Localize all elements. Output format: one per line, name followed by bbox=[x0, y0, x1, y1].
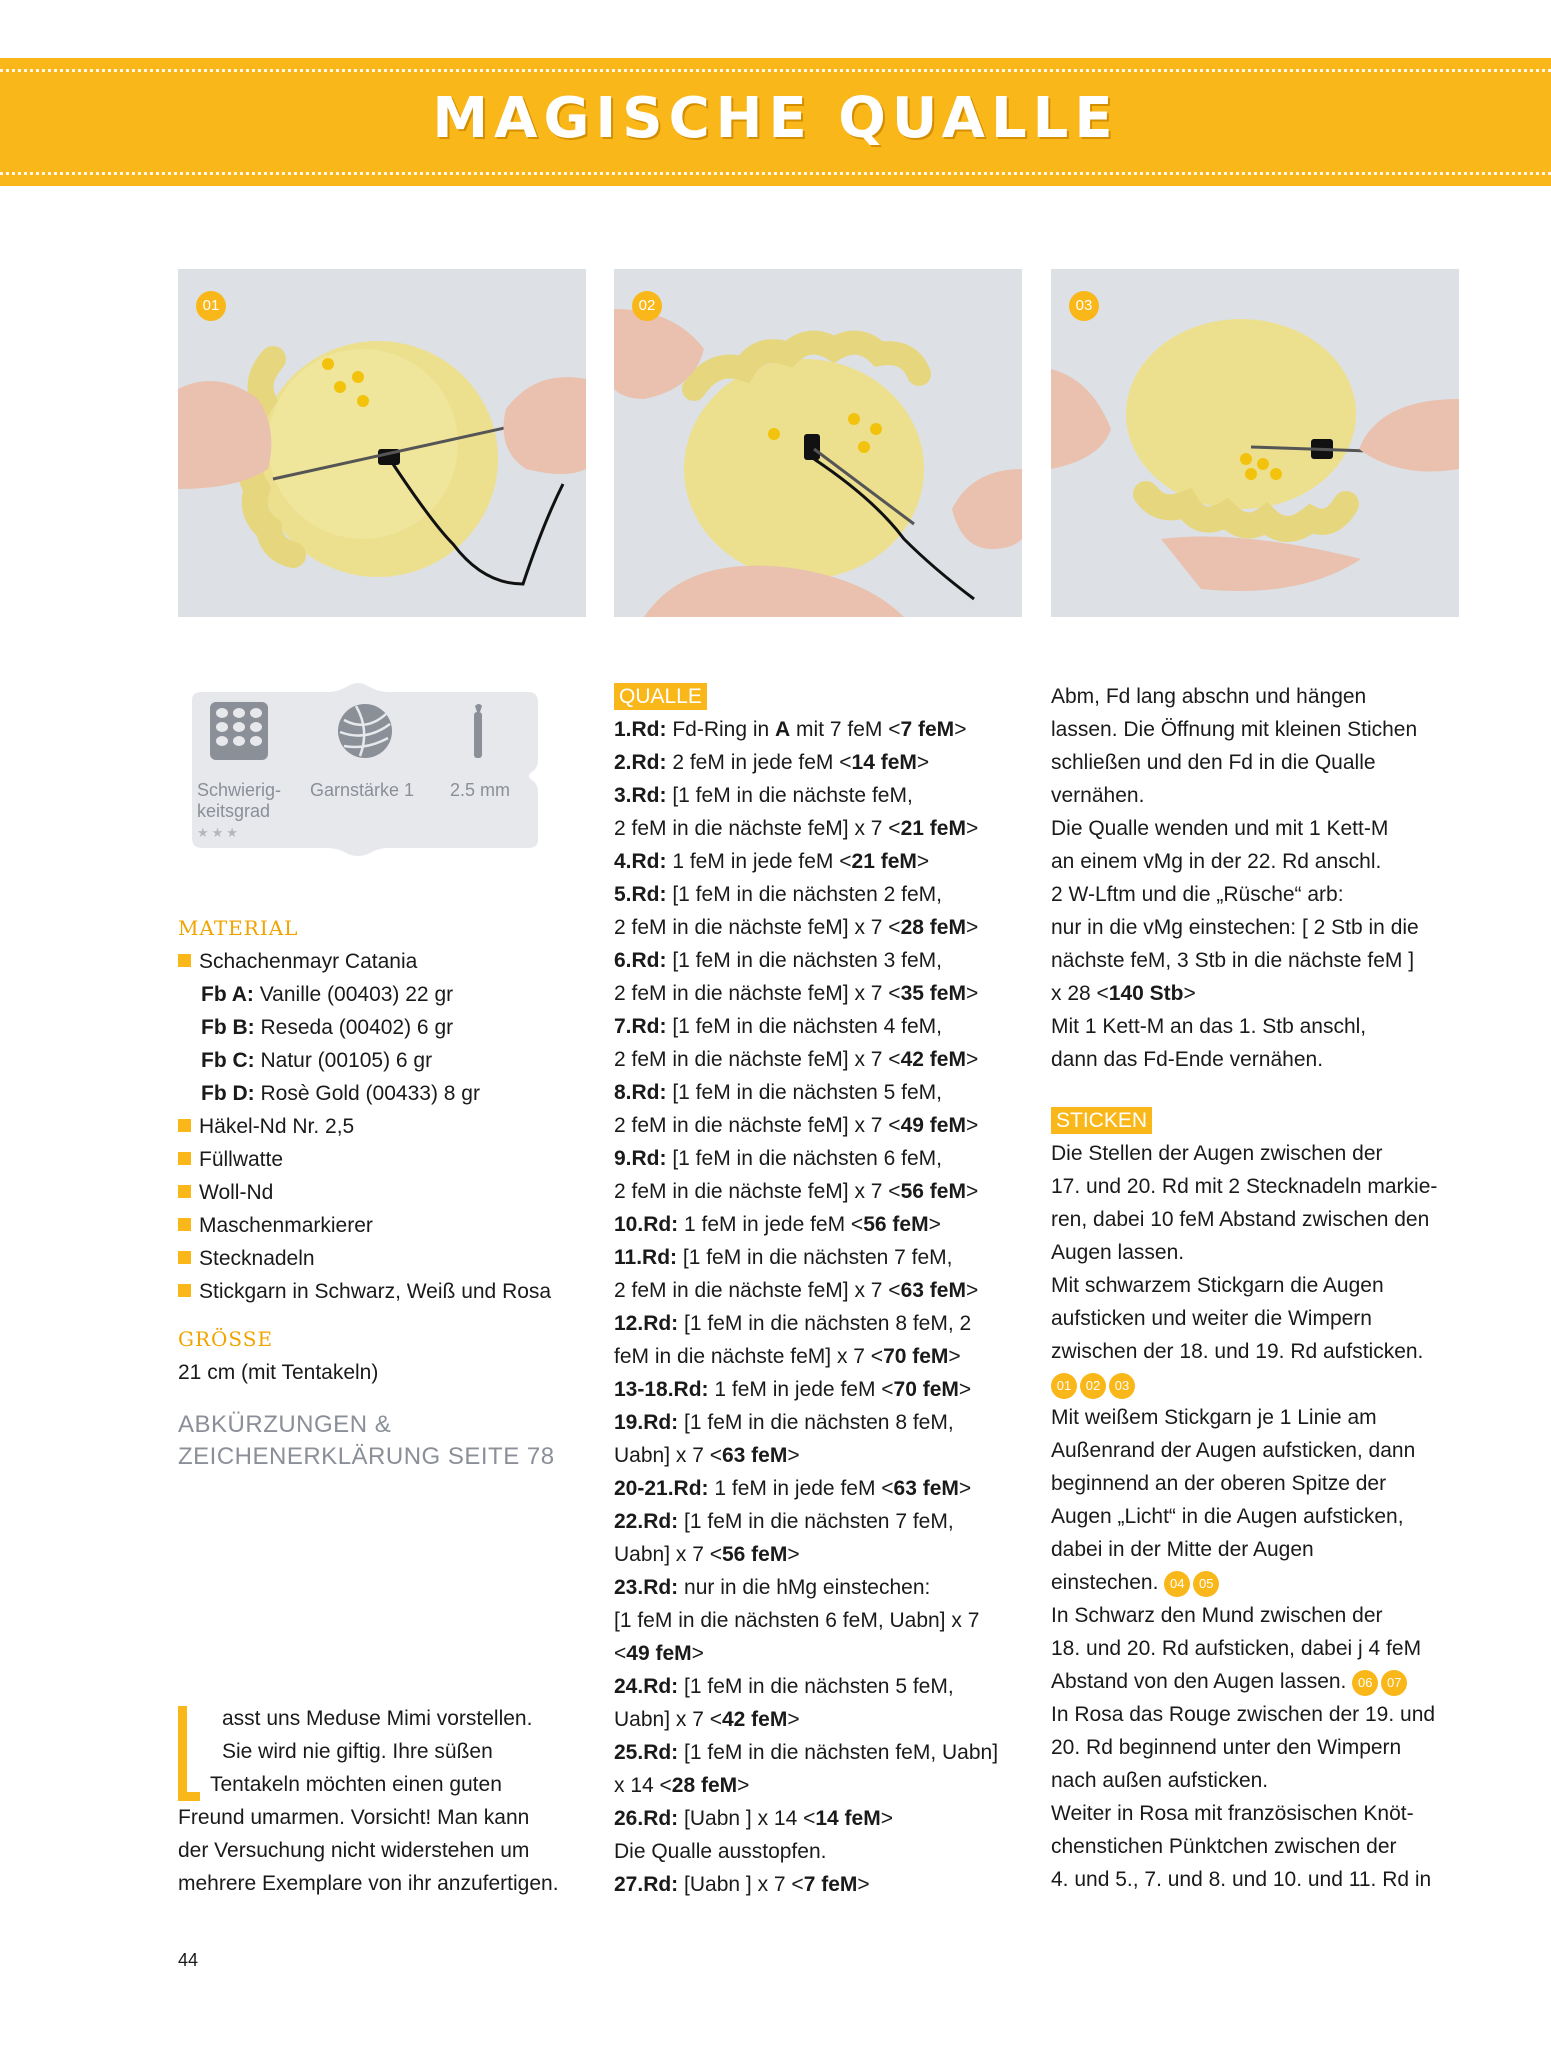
instruction-bold: 4.Rd: bbox=[614, 850, 667, 873]
instruction-line bbox=[1051, 1236, 1471, 1269]
intro-line: der Versuchung nicht widerstehen um bbox=[178, 1839, 530, 1862]
instruction-line: nächste feM, 3 Stb in die nächste feM ] bbox=[1051, 949, 1415, 972]
instruction-bold: 56 feM bbox=[863, 1213, 929, 1236]
abbreviations-line: ZEICHENERKLÄRUNG SEITE 78 bbox=[178, 1443, 555, 1470]
instruction-text: Mit schwarzem Stickgarn die Augen bbox=[1051, 1274, 1384, 1297]
instruction-bold: 25.Rd: bbox=[614, 1741, 679, 1764]
qualle-section bbox=[614, 680, 1034, 1901]
instruction-text: feM in die nächste feM] x 7 < bbox=[614, 1345, 884, 1368]
photo-badge: 02 bbox=[632, 291, 662, 321]
instruction-bold: 21 feM bbox=[851, 850, 917, 873]
instruction-line bbox=[1051, 1269, 1471, 1302]
instruction-text: > bbox=[787, 1444, 800, 1467]
color-value: Reseda (00402) 6 gr bbox=[260, 1016, 454, 1039]
instruction-bold: 7 feM bbox=[900, 718, 955, 741]
photo-reference-badge: 01 bbox=[1051, 1373, 1077, 1399]
instruction-text: 2 feM in die nächste feM] x 7 < bbox=[614, 1048, 901, 1071]
banner-dotted-line bbox=[0, 69, 1551, 72]
instruction-line bbox=[1051, 1203, 1471, 1236]
instruction-text: Abstand von den Augen lassen. bbox=[1051, 1670, 1347, 1693]
instruction-bold: 28 feM bbox=[900, 916, 966, 939]
instruction-bold: 28 feM bbox=[671, 1774, 738, 1797]
material-item-text: Füllwatte bbox=[199, 1148, 284, 1171]
instruction-line bbox=[614, 1472, 1034, 1505]
instruction-text: [1 feM in die nächsten 6 feM, Uabn] x 7 bbox=[614, 1609, 980, 1632]
instruction-text: ren, dabei 10 feM Abstand zwischen den bbox=[1051, 1208, 1430, 1231]
instruction-text: Uabn] x 7 < bbox=[614, 1444, 722, 1467]
instruction-text: 4. und 5., 7. und 8. und 10. und 11. Rd in bbox=[1051, 1868, 1432, 1891]
hook-size-label: 2.5 mm bbox=[450, 780, 511, 800]
instruction-bold: 1.Rd: bbox=[614, 718, 667, 741]
instruction-line bbox=[614, 1868, 1034, 1901]
instruction-bold: 22.Rd: bbox=[614, 1510, 679, 1533]
material-item-text: Häkel-Nd Nr. 2,5 bbox=[199, 1115, 355, 1138]
instruction-text: zwischen der 18. und 19. Rd aufsticken. bbox=[1051, 1340, 1424, 1363]
page-title: MAGISCHE QUALLE bbox=[432, 86, 1119, 151]
material-item bbox=[178, 1242, 598, 1275]
instruction-text: 1 feM in jede feM < bbox=[666, 850, 852, 873]
instruction-text: nur in die hMg einstechen: bbox=[678, 1576, 931, 1599]
instruction-line: schließen und den Fd in die Qualle bbox=[1051, 751, 1376, 774]
instruction-bold: 14 feM bbox=[851, 751, 917, 774]
instruction-line bbox=[614, 944, 1034, 977]
instruction-text: > bbox=[965, 982, 979, 1005]
instruction-bold: 49 feM bbox=[900, 1114, 966, 1137]
instruction-text: [1 feM in die nächsten 4 feM, bbox=[666, 1015, 942, 1038]
instruction-text: > bbox=[928, 1213, 941, 1236]
material-item-text: Woll-Nd bbox=[199, 1181, 274, 1204]
instruction-line bbox=[1051, 1797, 1471, 1830]
photo-reference-badge: 04 bbox=[1164, 1571, 1190, 1597]
sticken-heading: STICKEN bbox=[1051, 1107, 1152, 1134]
instruction-text: Weiter in Rosa mit französischen Knöt- bbox=[1051, 1802, 1414, 1825]
instruction-text: > bbox=[880, 1807, 893, 1830]
instruction-bold: 21 feM bbox=[900, 817, 966, 840]
instruction-bold: 19.Rd: bbox=[614, 1411, 679, 1434]
instruction-bold: 14 feM bbox=[815, 1807, 881, 1830]
intro-line: mehrere Exemplare von ihr anzufertigen. bbox=[178, 1872, 559, 1895]
instruction-text: > bbox=[965, 916, 979, 939]
instruction-line: lassen. Die Öffnung mit kleinen Stichen bbox=[1051, 718, 1418, 741]
intro-line: Freund umarmen. Vorsicht! Man kann bbox=[178, 1806, 530, 1829]
instruction-bold: 27.Rd: bbox=[614, 1873, 679, 1896]
instruction-bold: 23.Rd: bbox=[614, 1576, 679, 1599]
instruction-line: vernähen. bbox=[1051, 784, 1145, 807]
instruction-line bbox=[614, 1736, 1034, 1769]
instruction-line: Mit 1 Kett-M an das 1. Stb anschl, bbox=[1051, 1015, 1367, 1038]
instruction-text: In Rosa das Rouge zwischen der 19. und bbox=[1051, 1703, 1436, 1726]
instruction-text: beginnend an der oberen Spitze der bbox=[1051, 1472, 1387, 1495]
instruction-line bbox=[614, 812, 1034, 845]
instruction-text: 17. und 20. Rd mit 2 Stecknadeln markie- bbox=[1051, 1175, 1438, 1198]
instruction-text: 2 feM in die nächste feM] x 7 < bbox=[614, 916, 901, 939]
instruction-text: Uabn] x 7 < bbox=[614, 1543, 722, 1566]
instruction-bold: 13-18.Rd: bbox=[614, 1378, 709, 1401]
instruction-line bbox=[1051, 1533, 1471, 1566]
instruction-text: [Uabn ] x 7 < bbox=[678, 1873, 804, 1896]
instruction-text: einstechen. bbox=[1051, 1571, 1159, 1594]
instruction-text: x 14 < bbox=[614, 1774, 672, 1797]
instruction-line: Die Qualle wenden und mit 1 Kett-M bbox=[1051, 817, 1389, 840]
instruction-bold: 11.Rd: bbox=[614, 1246, 678, 1269]
instruction-text: > bbox=[954, 718, 967, 741]
instruction-line bbox=[1051, 1599, 1471, 1632]
instruction-line bbox=[614, 746, 1034, 779]
color-value: Rosè Gold (00433) 8 gr bbox=[260, 1082, 480, 1105]
instruction-line: nur in die vMg einstechen: [ 2 Stb in die bbox=[1051, 916, 1419, 939]
instruction-text: 2 feM in jede feM < bbox=[666, 751, 852, 774]
instruction-text: [1 feM in die nächsten 5 feM, bbox=[666, 1081, 942, 1104]
instruction-line bbox=[614, 1637, 1034, 1670]
difficulty-stars: ★★★ bbox=[197, 825, 241, 840]
instruction-line bbox=[614, 1703, 1034, 1736]
instruction-text: > bbox=[737, 1774, 750, 1797]
instruction-line bbox=[614, 713, 1034, 746]
instruction-line bbox=[1051, 1830, 1471, 1863]
color-key: Fb A: bbox=[201, 983, 254, 1006]
size-heading: GRÖSSE bbox=[178, 1327, 274, 1351]
instruction-text: > bbox=[965, 1048, 979, 1071]
instruction-line bbox=[614, 1043, 1034, 1076]
instruction-text: < bbox=[614, 1642, 627, 1665]
color-row bbox=[178, 1044, 598, 1077]
instruction-line bbox=[614, 1274, 1034, 1307]
instruction-text: > bbox=[916, 850, 930, 873]
instruction-text: Augen lassen. bbox=[1051, 1241, 1185, 1264]
instruction-bold: 56 feM bbox=[900, 1180, 966, 1203]
color-key: Fb C: bbox=[201, 1049, 255, 1072]
color-row bbox=[178, 1077, 598, 1110]
instruction-line bbox=[614, 1142, 1034, 1175]
instruction-line bbox=[614, 1175, 1034, 1208]
material-heading: MATERIAL bbox=[178, 916, 299, 940]
instruction-bold: 42 feM bbox=[721, 1708, 788, 1731]
intro-text bbox=[178, 1702, 598, 1900]
difficulty-icon bbox=[210, 702, 268, 760]
instruction-bold: 5.Rd: bbox=[614, 883, 667, 906]
instruction-bold: 2.Rd: bbox=[614, 751, 667, 774]
instruction-text: > bbox=[691, 1642, 704, 1665]
abbreviations-ref bbox=[178, 1409, 598, 1473]
instruction-text: > bbox=[958, 1477, 972, 1500]
instruction-bold: 6.Rd: bbox=[614, 949, 667, 972]
instruction-bold: 35 feM bbox=[900, 982, 966, 1005]
right-column bbox=[1051, 680, 1471, 1896]
instruction-bold: 63 feM bbox=[900, 1279, 966, 1302]
instruction-line bbox=[614, 1340, 1034, 1373]
material-item bbox=[178, 1176, 598, 1209]
sticken-instructions bbox=[1051, 1137, 1471, 1896]
instruction-text: Fd-Ring in bbox=[666, 718, 776, 741]
step-photo-02 bbox=[614, 269, 1022, 617]
instruction-line bbox=[614, 1208, 1034, 1241]
instruction-text: [Uabn ] x 14 < bbox=[678, 1807, 816, 1830]
intro-line: Sie wird nie giftig. Ihre süßen bbox=[222, 1740, 493, 1763]
instruction-bold: 70 feM bbox=[893, 1378, 959, 1401]
instruction-text: > bbox=[948, 1345, 961, 1368]
instruction-text: > bbox=[787, 1708, 800, 1731]
instruction-line bbox=[1051, 1632, 1471, 1665]
instruction-line bbox=[1051, 1137, 1471, 1170]
photo-reference-badge: 02 bbox=[1080, 1373, 1106, 1399]
instruction-line bbox=[1051, 1863, 1471, 1896]
instruction-bold: 56 feM bbox=[721, 1543, 788, 1566]
size-value: 21 cm (mit Tentakeln) bbox=[178, 1361, 379, 1384]
instruction-line bbox=[614, 1076, 1034, 1109]
instruction-line bbox=[614, 911, 1034, 944]
banner-dotted-line bbox=[0, 172, 1551, 175]
instruction-text: chenstichen Pünktchen zwischen der bbox=[1051, 1835, 1397, 1858]
step-photo-03 bbox=[1051, 269, 1459, 617]
instruction-text: Die Stellen der Augen zwischen der bbox=[1051, 1142, 1383, 1165]
instruction-bold: 63 feM bbox=[893, 1477, 959, 1500]
material-item bbox=[178, 1209, 598, 1242]
instruction-text: Außenrand der Augen aufsticken, dann bbox=[1051, 1439, 1416, 1462]
instruction-line bbox=[1051, 1566, 1471, 1599]
instruction-line bbox=[614, 1406, 1034, 1439]
instruction-text: [1 feM in die nächsten 7 feM, bbox=[677, 1246, 953, 1269]
instruction-bold: 3.Rd: bbox=[614, 784, 667, 807]
abbreviations-line: ABKÜRZUNGEN & bbox=[178, 1411, 392, 1438]
instruction-line bbox=[614, 1010, 1034, 1043]
instruction-line bbox=[614, 977, 1034, 1010]
instruction-text: 2 feM in die nächste feM] x 7 < bbox=[614, 1279, 901, 1302]
instruction-line: an einem vMg in der 22. Rd anschl. bbox=[1051, 850, 1382, 873]
color-row bbox=[178, 978, 598, 1011]
instruction-line bbox=[614, 779, 1034, 812]
instruction-line bbox=[1051, 1170, 1471, 1203]
instruction-line bbox=[614, 1109, 1034, 1142]
instruction-text: 1 feM in jede feM < bbox=[708, 1477, 894, 1500]
instruction-line: dann das Fd-Ende vernähen. bbox=[1051, 1048, 1324, 1071]
instruction-bold: 63 feM bbox=[721, 1444, 788, 1467]
instruction-line bbox=[614, 1241, 1034, 1274]
color-value: Natur (00105) 6 gr bbox=[260, 1049, 433, 1072]
instruction-text: [1 feM in die nächsten 7 feM, bbox=[678, 1510, 954, 1533]
material-item bbox=[178, 1110, 598, 1143]
title-banner bbox=[0, 58, 1551, 186]
instruction-line bbox=[1051, 1302, 1471, 1335]
instruction-text: 2 feM in die nächste feM] x 7 < bbox=[614, 817, 901, 840]
instruction-bold: 26.Rd: bbox=[614, 1807, 679, 1830]
color-row bbox=[178, 1011, 598, 1044]
instruction-bold: 42 feM bbox=[900, 1048, 966, 1071]
instruction-text: dabei in der Mitte der Augen bbox=[1051, 1538, 1314, 1561]
instruction-text: [1 feM in die nächsten feM, Uabn] bbox=[678, 1741, 999, 1764]
instruction-text: 2 feM in die nächste feM] x 7 < bbox=[614, 1180, 901, 1203]
instruction-text: 20. Rd beginnend unter den Wimpern bbox=[1051, 1736, 1402, 1759]
instruction-line bbox=[1051, 1368, 1471, 1401]
instruction-text: [1 feM in die nächsten 8 feM, bbox=[678, 1411, 954, 1434]
instruction-text: aufsticken und weiter die Wimpern bbox=[1051, 1307, 1372, 1330]
material-item bbox=[178, 1275, 598, 1308]
instruction-line bbox=[614, 1538, 1034, 1571]
instruction-text: > bbox=[958, 1378, 972, 1401]
instruction-line bbox=[1051, 1665, 1471, 1698]
material-item bbox=[178, 1143, 598, 1176]
page-number: 44 bbox=[178, 1950, 199, 1970]
instruction-bold: A bbox=[775, 718, 791, 741]
instruction-bold: 49 feM bbox=[626, 1642, 692, 1665]
instruction-bold: 20-21.Rd: bbox=[614, 1477, 709, 1500]
instruction-line bbox=[614, 878, 1034, 911]
instruction-bold: 7 feM bbox=[803, 1873, 858, 1896]
photo-badge: 03 bbox=[1069, 291, 1099, 321]
instruction-text: Mit weißem Stickgarn je 1 Linie am bbox=[1051, 1406, 1377, 1429]
instruction-bold: 12.Rd: bbox=[614, 1312, 679, 1335]
drop-cap-l bbox=[178, 1706, 200, 1801]
photo-reference-badge: 07 bbox=[1381, 1670, 1407, 1696]
instruction-text: 1 feM in jede feM < bbox=[708, 1378, 894, 1401]
instruction-line bbox=[1051, 1731, 1471, 1764]
photo-reference-badge: 03 bbox=[1109, 1373, 1135, 1399]
intro-line: Tentakeln möchten einen guten bbox=[210, 1773, 502, 1796]
instruction-text: > bbox=[965, 1279, 979, 1302]
material-item bbox=[178, 945, 598, 978]
instruction-line bbox=[614, 845, 1034, 878]
instruction-line bbox=[1051, 1500, 1471, 1533]
instruction-bold: 9.Rd: bbox=[614, 1147, 667, 1170]
qualle-heading: QUALLE bbox=[614, 683, 707, 710]
instruction-bold: 70 feM bbox=[883, 1345, 949, 1368]
instruction-text: nach außen aufsticken. bbox=[1051, 1769, 1269, 1792]
instruction-line bbox=[614, 1571, 1034, 1604]
instruction-line bbox=[1051, 1335, 1471, 1368]
photo-reference-badge: 05 bbox=[1193, 1571, 1219, 1597]
instruction-text: [1 feM in die nächsten 3 feM, bbox=[666, 949, 942, 972]
material-yarn: Schachenmayr Catania bbox=[199, 950, 418, 973]
instruction-line bbox=[1051, 1467, 1471, 1500]
material-item-text: Stickgarn in Schwarz, Weiß und Rosa bbox=[199, 1280, 552, 1303]
instruction-line bbox=[1051, 1698, 1471, 1731]
difficulty-label: Schwierig- keitsgrad bbox=[197, 780, 282, 821]
instruction-line bbox=[1051, 1401, 1471, 1434]
instruction-line bbox=[1051, 1764, 1471, 1797]
yarn-ball-icon bbox=[336, 702, 394, 760]
instruction-line bbox=[614, 1670, 1034, 1703]
instruction-line: 2 W-Lftm und die „Rüsche“ arb: bbox=[1051, 883, 1344, 906]
instruction-line bbox=[614, 1373, 1034, 1406]
instruction-line bbox=[614, 1802, 1034, 1835]
instruction-bold: 24.Rd: bbox=[614, 1675, 679, 1698]
instruction-bold: 8.Rd: bbox=[614, 1081, 667, 1104]
instruction-text: > bbox=[787, 1543, 800, 1566]
material-section bbox=[178, 912, 598, 1473]
instruction-text: > bbox=[965, 1180, 979, 1203]
step-photo-01 bbox=[178, 269, 586, 617]
instruction-text: 1 feM in jede feM < bbox=[678, 1213, 864, 1236]
instruction-bold: 7.Rd: bbox=[614, 1015, 667, 1038]
instruction-text: > bbox=[857, 1873, 870, 1896]
instruction-text: > bbox=[965, 1114, 979, 1137]
instruction-line: x 28 <140 Stb> bbox=[1051, 982, 1196, 1005]
instruction-text: > bbox=[965, 817, 979, 840]
color-key: Fb D: bbox=[201, 1082, 255, 1105]
instruction-text: [1 feM in die nächsten 8 feM, 2 bbox=[678, 1312, 972, 1335]
photo-reference-badge: 06 bbox=[1352, 1670, 1378, 1696]
finishing-instructions bbox=[1051, 680, 1471, 1076]
color-key: Fb B: bbox=[201, 1016, 255, 1039]
instruction-text: In Schwarz den Mund zwischen der bbox=[1051, 1604, 1383, 1627]
photo-badge: 01 bbox=[196, 291, 226, 321]
instruction-line bbox=[1051, 1434, 1471, 1467]
instruction-text: 2 feM in die nächste feM] x 7 < bbox=[614, 982, 901, 1005]
instruction-line bbox=[614, 1307, 1034, 1340]
material-item-text: Maschenmarkierer bbox=[199, 1214, 373, 1237]
material-item-text: Stecknadeln bbox=[199, 1247, 315, 1270]
instruction-text: Die Qualle ausstopfen. bbox=[614, 1840, 827, 1863]
instruction-text: [1 feM in die nächsten 2 feM, bbox=[666, 883, 942, 906]
instruction-text: Uabn] x 7 < bbox=[614, 1708, 722, 1731]
instruction-line bbox=[614, 1769, 1034, 1802]
instruction-text: 2 feM in die nächste feM] x 7 < bbox=[614, 1114, 901, 1137]
instruction-line bbox=[614, 1604, 1034, 1637]
instruction-text: Augen „Licht“ in die Augen aufsticken, bbox=[1051, 1505, 1404, 1528]
instruction-text: [1 feM in die nächste feM, bbox=[666, 784, 913, 807]
yarn-label: Garnstärke 1 bbox=[310, 780, 415, 800]
instruction-line bbox=[614, 1505, 1034, 1538]
instruction-line: Abm, Fd lang abschn und hängen bbox=[1051, 685, 1367, 708]
crochet-hook-icon bbox=[463, 702, 493, 760]
instruction-text: [1 feM in die nächsten 5 feM, bbox=[678, 1675, 954, 1698]
instruction-text: mit 7 feM < bbox=[790, 718, 901, 741]
instruction-text: 18. und 20. Rd aufsticken, dabei j 4 feM bbox=[1051, 1637, 1422, 1660]
qualle-instructions bbox=[614, 713, 1034, 1901]
intro-line: asst uns Meduse Mimi vorstellen. bbox=[222, 1707, 533, 1730]
instruction-line bbox=[614, 1439, 1034, 1472]
instruction-bold: 10.Rd: bbox=[614, 1213, 679, 1236]
instruction-line bbox=[614, 1835, 1034, 1868]
color-value: Vanille (00403) 22 gr bbox=[259, 983, 454, 1006]
instruction-text: > bbox=[916, 751, 930, 774]
instruction-text: [1 feM in die nächsten 6 feM, bbox=[666, 1147, 942, 1170]
info-card bbox=[178, 680, 540, 858]
